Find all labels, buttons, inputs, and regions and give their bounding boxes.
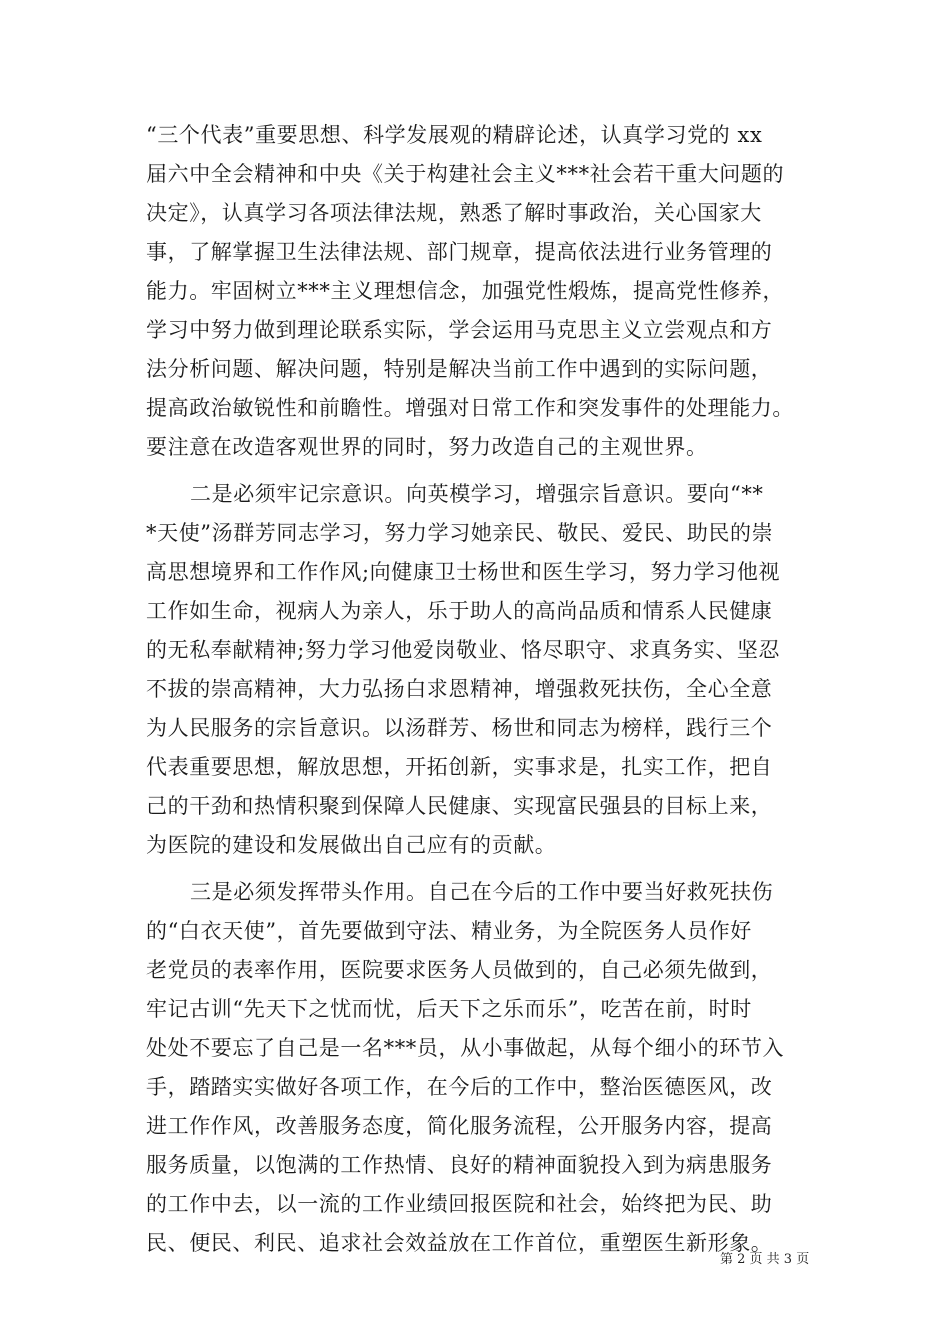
text-line: 决定》，认真学习各项法律法规，熟悉了解时事政治，关心国家大: [146, 201, 762, 225]
text-line: 的无私奉献精神;努力学习他爱岗敬业、恪尽职守、求真务实、坚忍: [146, 638, 781, 662]
text-line: 学习中努力做到理论联系实际，学会运用马克思主义立尝观点和方: [146, 318, 773, 342]
paragraph-2: [146, 475, 836, 865]
text-line: 代表重要思想，解放思想，开拓创新，实事求是，扎实工作，把自: [146, 755, 773, 779]
text-line: 手，踏踏实实做好各项工作，在今后的工作中，整治医德医风，改: [146, 1075, 773, 1099]
text-line: 的工作中去，以一流的工作业绩回报医院和社会，始终把为民、助: [146, 1192, 773, 1216]
text-line: 民、便民、利民、追求社会效益放在工作首位，重塑医生新形象。: [146, 1231, 773, 1255]
text-line: 的“白衣天使”，首先要做到守法、精业务，为全院医务人员作好: [146, 919, 752, 943]
text-line: 为医院的建设和发展做出自己应有的贡献。: [146, 833, 557, 857]
text-line: 要注意在改造客观世界的同时，努力改造自己的主观世界。: [146, 435, 708, 459]
paragraph-3: [146, 873, 836, 1263]
document-body: [146, 116, 836, 1263]
text-line: 届六中全会精神和中央《关于构建社会主义***社会若干重大问题的: [146, 162, 785, 186]
text-line: 能力。牢固树立***主义理想信念，加强党性煅炼，提高党性修养，: [146, 279, 785, 303]
text-line: 法分析问题、解决问题，特别是解决当前工作中遇到的实际问题，: [146, 357, 773, 381]
text-line: *天使”汤群芳同志学习，努力学习她亲民、敬民、爱民、助民的崇: [146, 521, 774, 545]
text-line: “三个代表”重要思想、科学发展观的精辟论述，认真学习党的 xx: [146, 123, 763, 147]
text-line: 老党员的表率作用，医院要求医务人员做到的，自己必须先做到，: [146, 958, 773, 982]
text-line: 事，了解掌握卫生法律法规、部门规章，提高依法进行业务管理的: [146, 240, 773, 264]
text-line: 工作如生命，视病人为亲人，乐于助人的高尚品质和情系人民健康: [146, 599, 773, 623]
text-line: 三是必须发挥带头作用。自己在今后的工作中要当好救死扶伤: [190, 880, 774, 904]
paragraph-gap: [146, 467, 836, 475]
text-line: 服务质量，以饱满的工作热情、良好的精神面貌投入到为病患服务: [146, 1153, 773, 1177]
text-line: 牢记古训“先天下之忧而忧，后天下之乐而乐”，吃苦在前，时时: [146, 997, 752, 1021]
paragraph-1: [146, 116, 836, 467]
text-line: 高思想境界和工作作风;向健康卫士杨世和医生学习，努力学习他视: [146, 560, 781, 584]
text-line: 提高政治敏锐性和前瞻性。增强对日常工作和突发事件的处理能力。: [146, 396, 794, 420]
text-line: 不拔的崇高精神，大力弘扬白求恩精神，增强救死扶伤，全心全意: [146, 677, 773, 701]
text-line: 己的干劲和热情积聚到保障人民健康、实现富民强县的目标上来，: [146, 794, 773, 818]
text-line: 二是必须牢记宗意识。向英模学习，增强宗旨意识。要向“**: [190, 482, 764, 506]
text-line: 处处不要忘了自己是一名***员，从小事做起，从每个细小的环节入: [146, 1036, 785, 1060]
page-number: 第 2 页 共 3 页: [720, 1252, 810, 1267]
text-line: 为人民服务的宗旨意识。以汤群芳、杨世和同志为榜样，践行三个: [146, 716, 773, 740]
text-line: 进工作作风，改善服务态度，简化服务流程，公开服务内容，提高: [146, 1114, 773, 1138]
paragraph-gap: [146, 865, 836, 873]
